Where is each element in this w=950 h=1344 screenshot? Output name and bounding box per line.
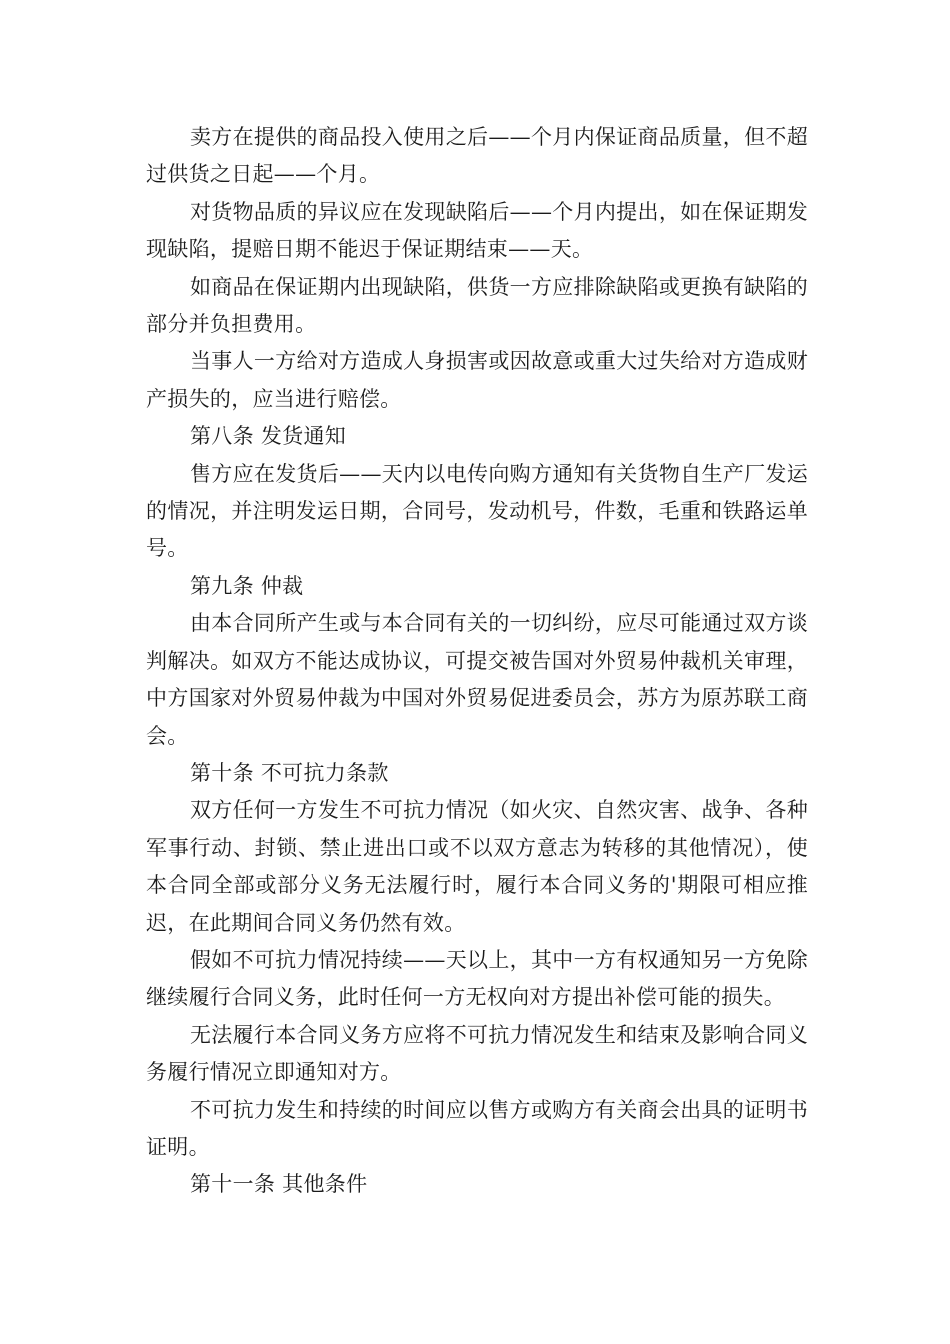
paragraph-defect-repair: 如商品在保证期内出现缺陷，供货一方应排除缺陷或更换有缺陷的部分并负担费用。	[146, 274, 808, 337]
paragraph-damages: 当事人一方给对方造成人身损害或因故意或重大过失给对方造成财产损失的，应当进行赔偿。	[146, 349, 808, 411]
paragraph-force-majeure-notice: 无法履行本合同义务方应将不可抗力情况发生和结束及影响合同义务履行情况立即通知对方。	[146, 1022, 808, 1085]
heading-article-10: 第十条 不可抗力条款	[190, 760, 389, 785]
heading-article-8: 第八条 发货通知	[190, 424, 347, 449]
heading-article-11: 第十一条 其他条件	[190, 1172, 368, 1197]
paragraph-shipping-notice: 售方应在发货后——天内以电传向购方通知有关货物自生产厂发运的情况，并注明发运日期，合同号，发动机号，件数，毛重和铁路运单号。	[146, 461, 808, 561]
paragraph-force-majeure-proof: 不可抗力发生和持续的时间应以售方或购方有关商会出具的证明书证明。	[146, 1097, 808, 1159]
paragraph-arbitration: 由本合同所产生或与本合同有关的一切纠纷，应尽可能通过双方谈判解决。如双方不能达成协议，可提交被告国对外贸易仲裁机关审理，中方国家对外贸易仲裁为中国对外贸易促进委员会，苏方为原苏联工商会。	[146, 611, 808, 748]
heading-article-9: 第九条 仲裁	[190, 573, 304, 598]
document-body	[146, 119, 808, 1204]
paragraph-force-majeure: 双方任何一方发生不可抗力情况（如火灾、自然灾害、战争、各种军事行动、封锁、禁止进出口或不以双方意志为转移的其他情况），使本合同全部或部分义务无法履行时，履行本合同义务的'期限可相应推迟，在此期间合同义务仍然有效。	[146, 798, 808, 935]
paragraph-quality-objection: 对货物品质的异议应在发现缺陷后——个月内提出，如在保证期发现缺陷，提赔日期不能迟于保证期结束——天。	[146, 199, 808, 262]
paragraph-quality-guarantee: 卖方在提供的商品投入使用之后——个月内保证商品质量，但不超过供货之日起——个月。	[146, 125, 808, 187]
paragraph-force-majeure-duration: 假如不可抗力情况持续——天以上，其中一方有权通知另一方免除继续履行合同义务，此时任何一方无权向对方提出补偿可能的损失。	[146, 947, 808, 1010]
